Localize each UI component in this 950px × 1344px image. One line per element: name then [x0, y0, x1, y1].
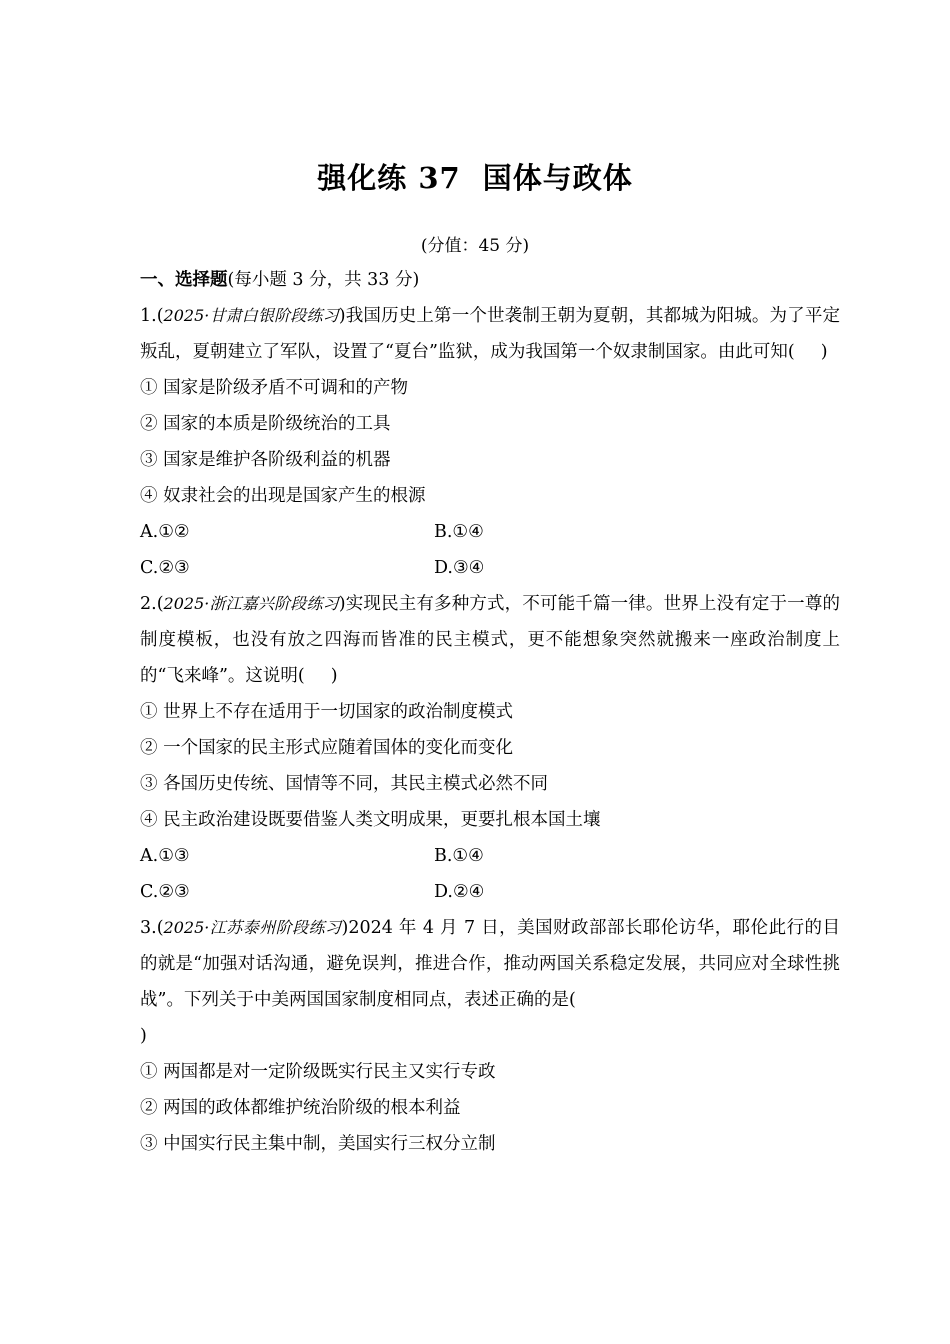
section-label: 一、选择题 [140, 270, 228, 290]
question-source: 2025·浙江嘉兴阶段练习 [163, 594, 339, 613]
title-sub: 国体与政体 [482, 161, 633, 195]
question-stem: 1.(2025·甘肃白银阶段练习)我国历史上第一个世袭制王朝为夏朝，其都城为阳城。为了平定叛乱，夏朝建立了军队，设置了“夏台”监狱，成为我国第一个奴隶制国家。由此可知( ) [140, 306, 841, 362]
answer-option-b[interactable]: B.①④ [434, 522, 484, 542]
answer-option-c[interactable]: C.②③ [140, 882, 190, 902]
statement-item: ④ 奴隶社会的出现是国家产生的根源 [140, 486, 426, 506]
statement-item: ① 两国都是对一定阶级既实行民主又实行专政 [140, 1062, 496, 1082]
statement-item: ④ 民主政治建设既要借鉴人类文明成果，更要扎根本国土壤 [140, 810, 601, 830]
answer-options-row [140, 838, 840, 874]
answer-option-a[interactable]: A.①② [140, 522, 190, 542]
statement-item: ① 国家是阶级矛盾不可调和的产物 [140, 378, 409, 398]
statement-item: ③ 中国实行民主集中制，美国实行三权分立制 [140, 1134, 496, 1154]
question-list [140, 262, 840, 1162]
question-number: 3.( [140, 918, 164, 938]
title-main: 强化练 37 [317, 161, 461, 195]
statement-item: ③ 国家是维护各阶级利益的机器 [140, 450, 391, 470]
section-heading [140, 262, 840, 298]
statement-item: ③ 各国历史传统、国情等不同，其民主模式必然不同 [140, 774, 549, 794]
question-source: 2025·甘肃白银阶段练习 [163, 306, 339, 325]
answer-options-row [140, 874, 840, 910]
answer-option-d[interactable]: D.②④ [434, 882, 485, 902]
answer-option-b[interactable]: B.①④ [434, 846, 484, 866]
score-note: (分值：45 分) [420, 236, 530, 256]
statement-item: ② 两国的政体都维护统治阶级的根本利益 [140, 1098, 461, 1118]
question-number: 1.( [140, 306, 164, 326]
statement-item: ② 国家的本质是阶级统治的工具 [140, 414, 391, 434]
page-title [0, 156, 950, 197]
statement-item: ① 世界上不存在适用于一切国家的政治制度模式 [140, 702, 514, 722]
answer-option-a[interactable]: A.①③ [140, 846, 190, 866]
question-text: 实现民主有多种方式，不可能千篇一律。世界上没有定于一尊的制度模板，也没有放之四海而皆准的民主模式，更不能想象突然就搬来一座政治制度上的“飞来峰”。这说明( [140, 594, 841, 686]
answer-option-d[interactable]: D.③④ [434, 558, 485, 578]
section-note: (每小题 3 分，共 33 分) [227, 270, 420, 290]
question-text: 2024 年 4 月 7 日，美国财政部部长耶伦访华，耶伦此行的目的就是“加强对话沟通，避免误判，推进合作，推动两国关系稳定发展，共同应对全球性挑战”。下列关于中美两国国家制度相同点，表述正确的是( [140, 918, 840, 1010]
question-stem: 3.(2025·江苏泰州阶段练习)2024 年 4 月 7 日，美国财政部部长耶伦访华，耶伦此行的目的就是“加强对话沟通，避免误判，推进合作，推动两国关系稳定发展，共同应对全球性挑战”。下列关于中美两国国家制度相同点，表述正确的是( ) [140, 918, 840, 1046]
statement-item: ② 一个国家的民主形式应随着国体的变化而变化 [140, 738, 514, 758]
answer-option-c[interactable]: C.②③ [140, 558, 190, 578]
answer-options-row [140, 514, 840, 550]
question-number: 2.( [140, 594, 164, 614]
question-text: 我国历史上第一个世袭制王朝为夏朝，其都城为阳城。为了平定叛乱，夏朝建立了军队，设置了“夏台”监狱，成为我国第一个奴隶制国家。由此可知( [140, 306, 841, 362]
answer-options-row [140, 550, 840, 586]
question-source: 2025·江苏泰州阶段练习 [163, 918, 342, 937]
question-stem: 2.(2025·浙江嘉兴阶段练习)实现民主有多种方式，不可能千篇一律。世界上没有定于一尊的制度模板，也没有放之四海而皆准的民主模式，更不能想象突然就搬来一座政治制度上的“飞来峰”。这说明( ) [140, 594, 841, 686]
